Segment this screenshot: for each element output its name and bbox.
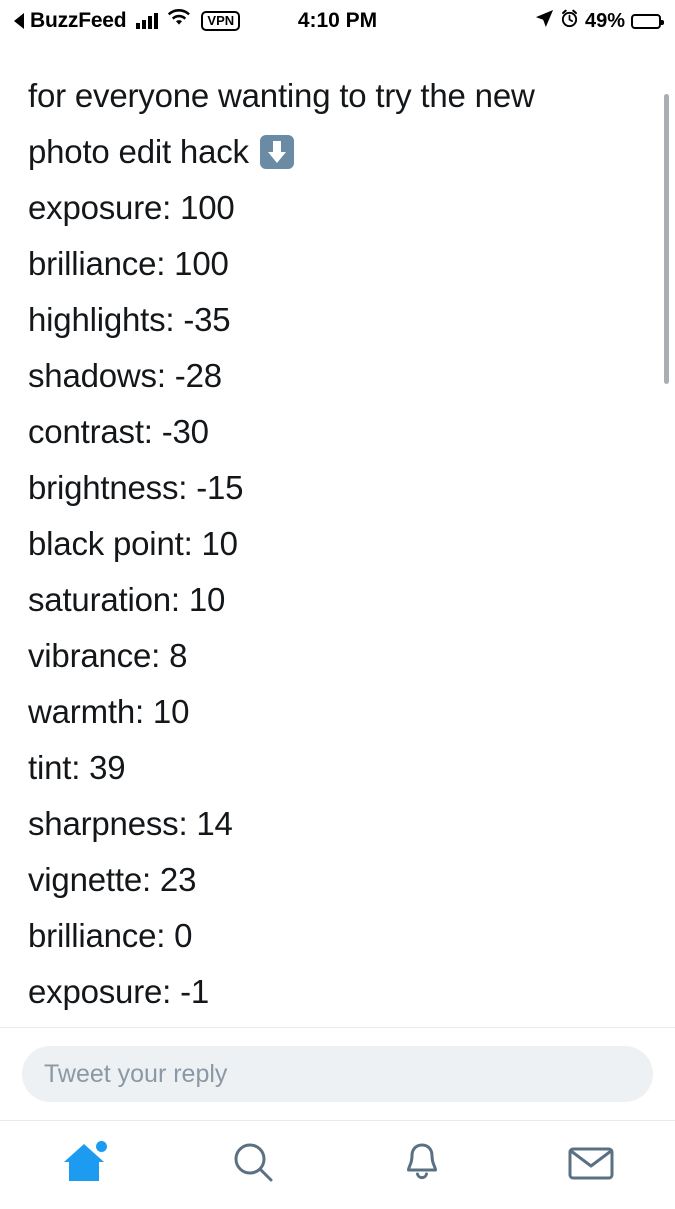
tweet-line: tint: 39 bbox=[28, 749, 126, 786]
status-bar bbox=[0, 0, 675, 42]
tweet-line: warmth: 10 bbox=[28, 693, 190, 730]
tweet-text bbox=[28, 68, 647, 1020]
search-icon bbox=[230, 1140, 276, 1191]
status-bar-right bbox=[535, 9, 661, 34]
tweet-line: sharpness: 14 bbox=[28, 805, 233, 842]
tweet-line: saturation: 10 bbox=[28, 581, 226, 618]
bell-icon bbox=[401, 1140, 443, 1191]
vertical-scrollbar[interactable] bbox=[664, 94, 669, 384]
reply-input[interactable] bbox=[22, 1046, 653, 1102]
envelope-icon bbox=[567, 1142, 615, 1189]
tweet-line: for everyone wanting to try the new bbox=[28, 77, 535, 114]
tweet-line: exposure: -1 bbox=[28, 973, 210, 1010]
home-tab[interactable] bbox=[0, 1121, 169, 1209]
tab-bar bbox=[0, 1120, 675, 1209]
notifications-tab[interactable] bbox=[338, 1121, 507, 1209]
down-arrow-emoji bbox=[260, 135, 294, 169]
tweet-line: vibrance: 8 bbox=[28, 637, 188, 674]
vpn-badge: VPN bbox=[201, 11, 240, 31]
location-arrow-icon bbox=[535, 9, 554, 34]
tweet-line: brilliance: 100 bbox=[28, 245, 229, 282]
tweet-line: highlights: -35 bbox=[28, 301, 231, 338]
battery-icon bbox=[631, 14, 661, 29]
alarm-clock-icon bbox=[560, 9, 579, 34]
reply-section bbox=[0, 1027, 675, 1120]
tweet-line: exposure: 100 bbox=[28, 189, 235, 226]
wifi-icon bbox=[167, 9, 191, 33]
tweet-content-area[interactable] bbox=[0, 42, 675, 1027]
back-triangle-icon[interactable] bbox=[14, 13, 24, 29]
tweet-line: black point: 10 bbox=[28, 525, 238, 562]
home-badge-dot bbox=[94, 1139, 109, 1154]
tweet-line-with-emoji bbox=[28, 124, 647, 180]
status-bar-left bbox=[14, 9, 240, 33]
tweet-line: contrast: -30 bbox=[28, 413, 209, 450]
status-bar-time: 4:10 PM bbox=[297, 9, 378, 32]
messages-tab[interactable] bbox=[506, 1121, 675, 1209]
cellular-signal-icon bbox=[136, 13, 158, 29]
home-icon bbox=[61, 1141, 107, 1190]
tweet-line-text: photo edit hack bbox=[28, 133, 249, 170]
battery-percent-label: 49% bbox=[584, 9, 625, 32]
search-tab[interactable] bbox=[169, 1121, 338, 1209]
tweet-line: shadows: -28 bbox=[28, 357, 222, 394]
tweet-line: brightness: -15 bbox=[28, 469, 244, 506]
tweet-line: brilliance: 0 bbox=[28, 917, 193, 954]
back-app-label[interactable]: BuzzFeed bbox=[30, 9, 127, 32]
tweet-line: vignette: 23 bbox=[28, 861, 197, 898]
